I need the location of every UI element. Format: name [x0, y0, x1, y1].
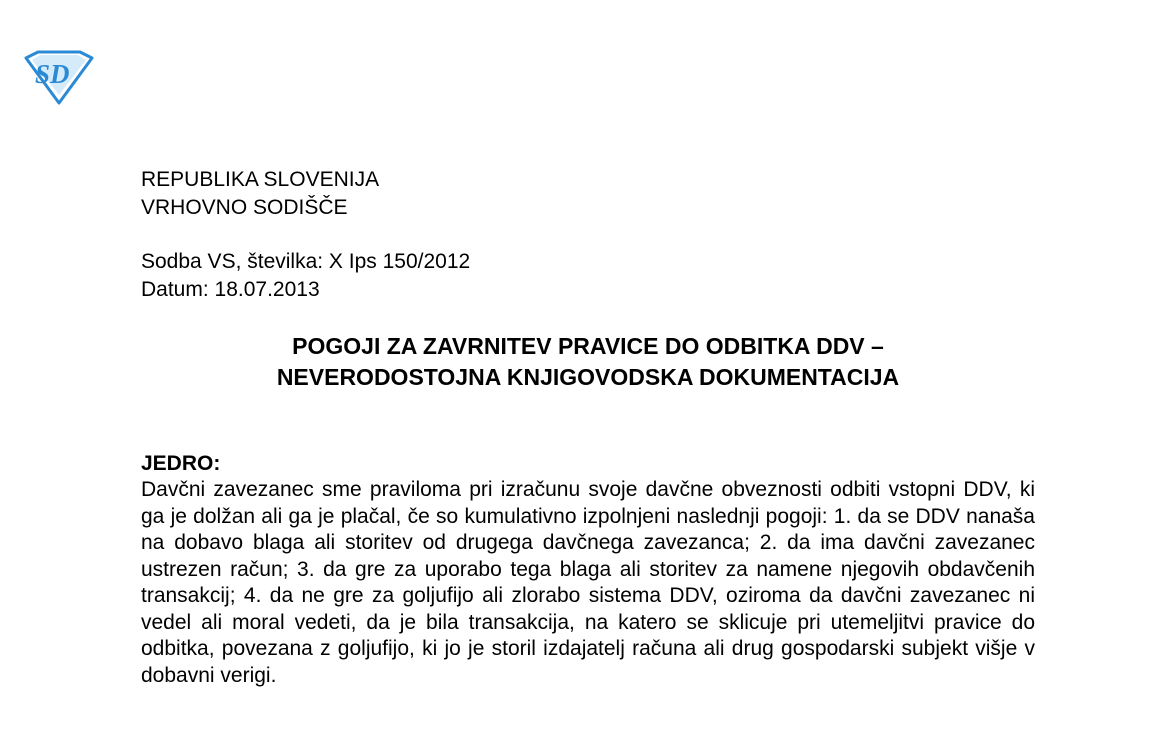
country-name: REPUBLIKA SLOVENIJA	[141, 168, 380, 191]
document-title	[141, 331, 1035, 393]
logo-text: SD	[35, 59, 70, 89]
core-heading: JEDRO:	[141, 452, 221, 475]
core-paragraph: Davčni zavezanec sme praviloma pri izračunu svoje davčne obveznosti odbiti vstopni DDV, ki ga je dolžan ali ga je plačal, če so kumulativno izpolnjeni naslednji pogoji: 1. da se DDV nanaša na dobavo blaga ali storitev od drugega davčnega zavezanca; 2. da ima davčni zavezanec ustrezen račun; 3. da gre za uporabo tega blaga ali storitev za namene njegovih obdavčenih transakcij; 4. da ne gre za goljufijo ali zlorabo sistema DDV, oziroma da davčni zavezanec ni vedel ali moral vedeti, da je bila transakcija, na katero se sklicuje pri utemeljitvi pravice do odbitka, povezana z goljufijo, ki jo je storil izdajatelj računa ali drug gospodarski subjekt višje v dobavni verigi.	[141, 478, 1035, 687]
court-header	[141, 166, 379, 222]
court-name: VRHOVNO SODIŠČE	[141, 196, 348, 219]
court-logo	[22, 50, 96, 105]
case-info	[141, 248, 470, 304]
case-number: Sodba VS, številka: X Ips 150/2012	[141, 250, 471, 273]
title-line-1: POGOJI ZA ZAVRNITEV PRAVICE DO ODBITKA DDV –	[292, 333, 884, 359]
title-line-2: NEVERODOSTOJNA KNJIGOVODSKA DOKUMENTACIJA	[276, 364, 900, 390]
case-date: Datum: 18.07.2013	[141, 278, 320, 301]
